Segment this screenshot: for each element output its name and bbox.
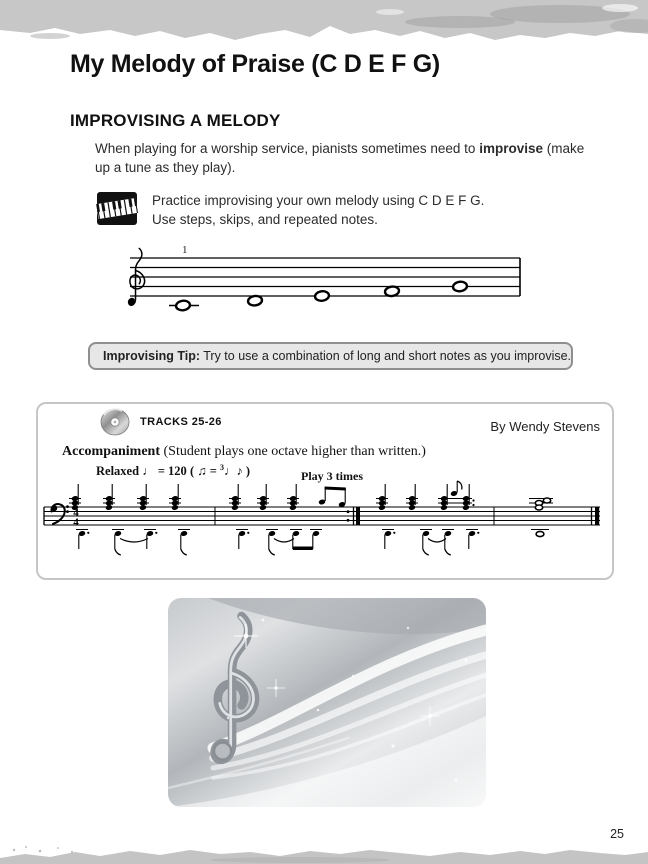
accompaniment-staff [42, 476, 614, 568]
melody-staff [116, 240, 528, 324]
page-number: 25 [610, 827, 624, 841]
swing-triplet: 3 [219, 463, 224, 472]
treble-clef-artwork [168, 598, 486, 807]
tip-label: Improvising Tip: [103, 349, 200, 363]
byline: By Wendy Stevens [490, 419, 600, 434]
time-signature-top: 4 [73, 507, 79, 519]
practice-line-2: Use steps, skips, and repeated notes. [152, 212, 378, 227]
cd-disc-icon [98, 407, 134, 439]
tip-text: Try to use a combination of long and short notes as you improvise. [200, 349, 572, 363]
tempo-value: ♩ = 120 [142, 464, 190, 479]
play-times-label: Play 3 times [301, 469, 363, 483]
intro-text-bold: improvise [479, 141, 543, 156]
torn-paper-bottom-edge [0, 842, 648, 864]
intro-text-pre: When playing for a worship service, pianists sometimes need to [95, 141, 480, 156]
intro-text-post: (make up a tune as they play). [95, 141, 585, 175]
section-heading: IMPROVISING A MELODY [70, 111, 281, 130]
swing-open: ( ♫ = [189, 464, 220, 479]
torn-paper-top-edge [0, 0, 648, 48]
accompaniment-label: Accompaniment [62, 444, 160, 459]
time-signature-bottom: 4 [73, 516, 79, 529]
improvising-tip-box [88, 342, 573, 370]
practice-instructions [152, 191, 572, 229]
measure-number: 1 [182, 244, 188, 256]
page-title: My Melody of Praise (C D E F G) [70, 50, 440, 78]
accompaniment-note: (Student plays one octave higher than written.) [160, 444, 426, 459]
tempo-word: Relaxed [96, 464, 143, 479]
tracks-label: TRACKS 25-26 [140, 416, 222, 428]
practice-line-1: Practice improvising your own melody using C D E F G. [152, 193, 485, 208]
piano-keyboard-icon [94, 187, 142, 229]
artwork-graphics [168, 598, 486, 807]
intro-paragraph [95, 139, 597, 177]
accompaniment-caption [62, 444, 426, 460]
swing-notes: ♩♪ ) [223, 464, 251, 479]
